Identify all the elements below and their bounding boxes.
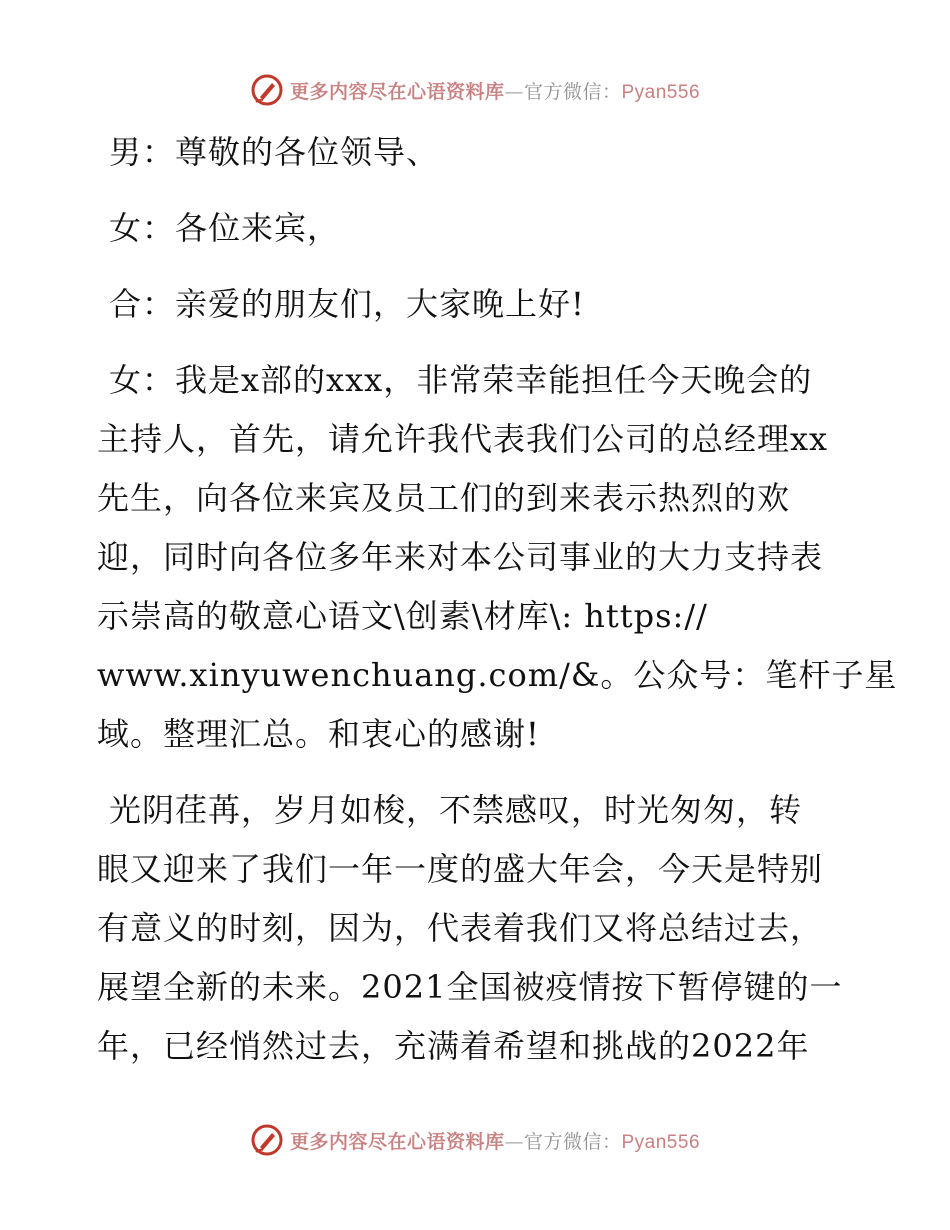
footer-watermark <box>0 1120 950 1160</box>
pen-logo-icon <box>250 1123 284 1157</box>
speaker-line-together: 合：亲爱的朋友们，大家晚上好! <box>109 285 585 323</box>
watermark-text: 更多内容尽在心语资料库—官方微信：Pyan556 <box>289 1130 701 1153</box>
pen-logo-icon <box>250 73 284 107</box>
text-line: 有意义的时刻，因为，代表着我们又将总结过去， <box>97 909 824 947</box>
text-line: 迎，同时向各位多年来对本公司事业的大力支持表 <box>97 538 824 576</box>
text-line: 示崇高的敬意心语文\创素\材库\: https:// <box>97 597 708 635</box>
document-body <box>97 123 898 1076</box>
paragraph-intro <box>97 351 898 764</box>
text-line: 展望全新的未来。2021全国被疫情按下暂停键的一 <box>97 968 843 1006</box>
paragraph-time <box>97 781 862 1076</box>
watermark-text: 更多内容尽在心语资料库—官方微信：Pyan556 <box>289 80 701 103</box>
text-line: 年，已经悄然过去，充满着希望和挑战的2022年 <box>97 1027 810 1065</box>
text-line: www.xinyuwenchuang.com/&。公众号：笔杆子星 <box>97 656 898 694</box>
text-line: 眼又迎来了我们一年一度的盛大年会，今天是特别 <box>97 850 824 888</box>
speaker-line-female: 女：各位来宾， <box>109 209 341 247</box>
text-line: 主持人，首先，请允许我代表我们公司的总经理xx <box>97 420 829 458</box>
header-watermark <box>0 70 950 110</box>
text-line: 光阴荏苒，岁月如梭，不禁感叹，时光匆匆，转 <box>109 791 803 829</box>
speaker-line-male: 男：尊敬的各位领导、 <box>109 133 440 171</box>
text-line: 先生，向各位来宾及员工们的到来表示热烈的欢 <box>97 479 791 517</box>
text-line: 女：我是x部的xxx，非常荣幸能担任今天晚会的 <box>109 361 813 399</box>
text-line: 域。整理汇总。和衷心的感谢! <box>97 715 540 753</box>
